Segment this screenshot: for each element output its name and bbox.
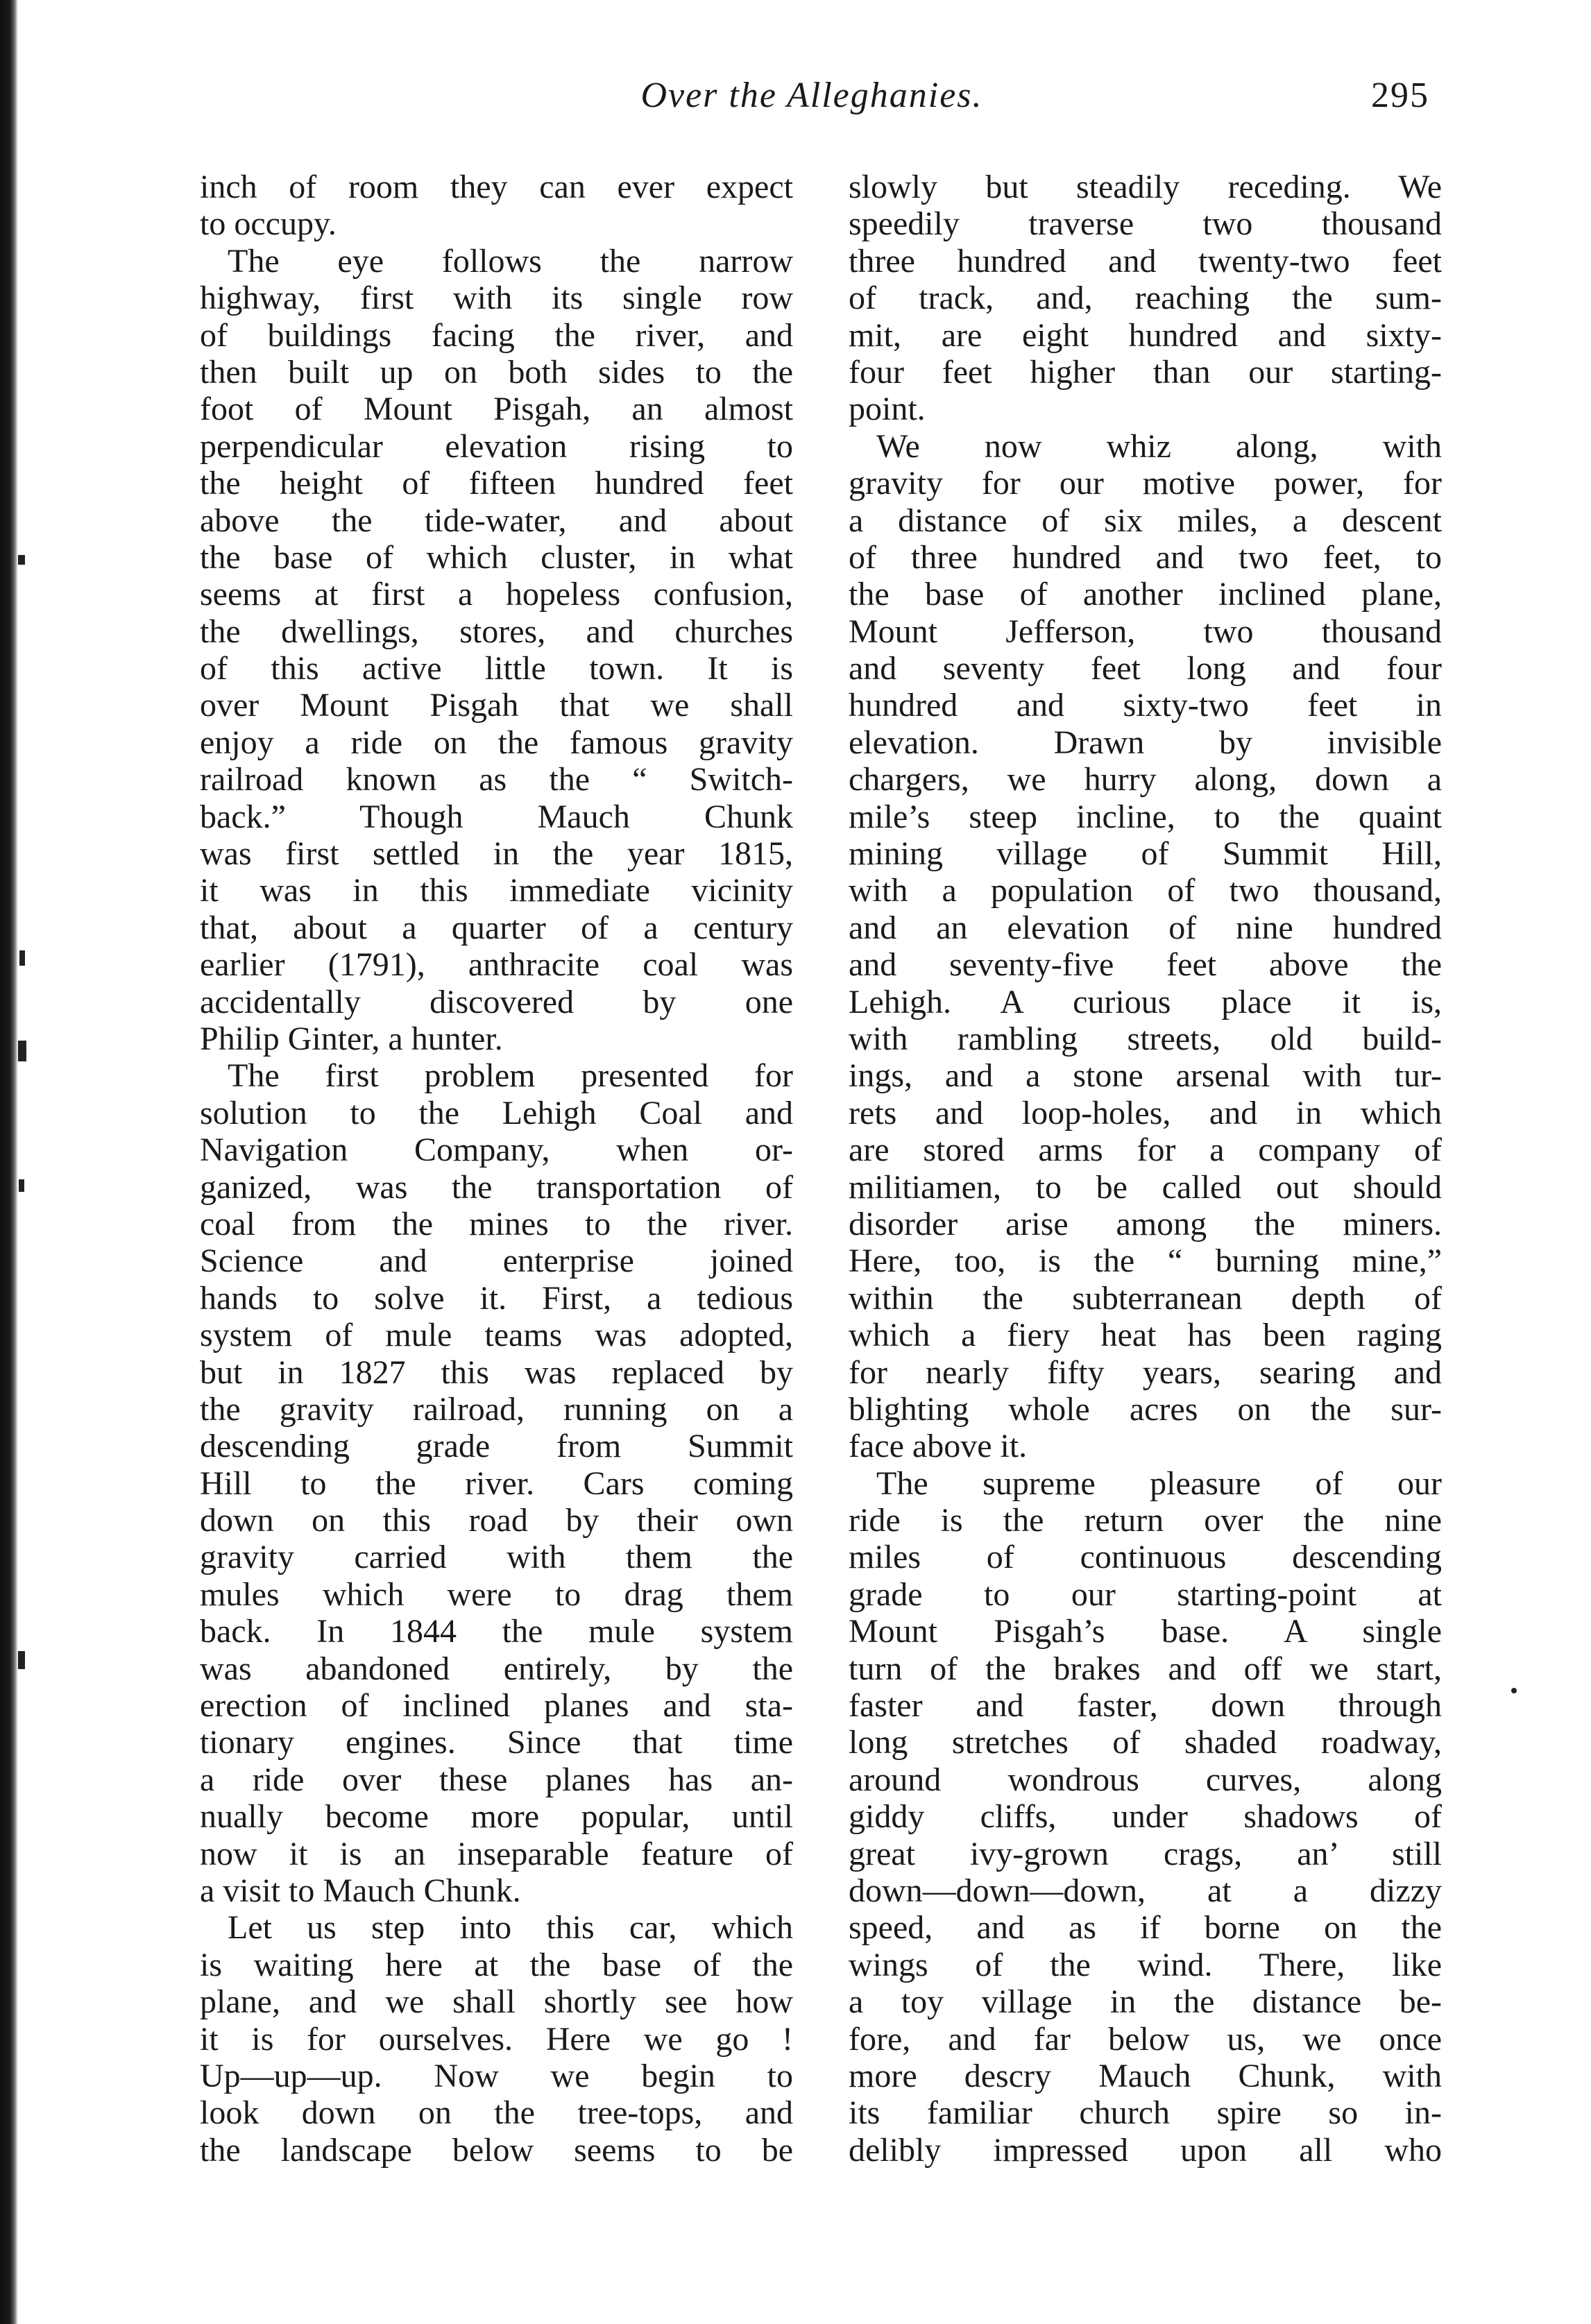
text-line: inch of room they can ever expect — [200, 169, 793, 205]
text-line: nually become more popular, until — [200, 1798, 793, 1836]
binding-speck — [19, 950, 25, 966]
text-line: earlier (1791), anthracite coal was — [200, 946, 793, 984]
text-line: that, about a quarter of a century — [200, 909, 793, 946]
text-line: which a fiery heat has been raging — [849, 1317, 1442, 1354]
text-line: ings, and a stone arsenal with tur- — [849, 1057, 1442, 1095]
running-title: Over the Alleghanies. — [640, 76, 983, 115]
text-line: was abandoned entirely, by the — [200, 1650, 793, 1687]
text-line: of three hundred and two feet, to — [849, 538, 1442, 576]
right-text-column — [849, 169, 1442, 2169]
text-line: faster and faster, down through — [849, 1687, 1442, 1725]
text-line: slowly but steadily receding. We — [849, 169, 1442, 205]
text-line: fore, and far below us, we once — [849, 2020, 1442, 2058]
text-line: elevation. Drawn by invisible — [849, 724, 1442, 761]
text-line: it was in this immediate vicinity — [200, 872, 793, 909]
text-line: down—down—down, at a dizzy — [849, 1872, 1442, 1909]
text-line: it is for ourselves. Here we go ! — [200, 2020, 793, 2058]
text-line: back.” Though Mauch Chunk — [200, 798, 793, 835]
text-line: hundred and sixty-two feet in — [849, 687, 1442, 724]
text-line: speed, and as if borne on the — [849, 1909, 1442, 1947]
text-line: militiamen, to be called out should — [849, 1168, 1442, 1206]
text-line: for nearly fifty years, searing and — [849, 1353, 1442, 1391]
text-line: gravity carried with them the — [200, 1539, 793, 1576]
text-line: within the subterranean depth of — [849, 1279, 1442, 1317]
text-line: ride is the return over the nine — [849, 1502, 1442, 1539]
text-line: Science and enterprise joined — [200, 1242, 793, 1280]
text-line: above the tide-water, and about — [200, 502, 793, 539]
text-line: and seventy-five feet above the — [849, 946, 1442, 984]
text-line: and seventy feet long and four — [849, 650, 1442, 687]
text-line: back. In 1844 the mule system — [200, 1613, 793, 1650]
text-line: system of mule teams was adopted, — [200, 1317, 793, 1354]
text-line: the height of fifteen hundred feet — [200, 465, 793, 502]
text-line: a distance of six miles, a descent — [849, 502, 1442, 539]
text-line: of buildings facing the river, and — [200, 316, 793, 354]
text-line: wings of the wind. There, like — [849, 1946, 1442, 1983]
text-line: railroad known as the “ Switch- — [200, 761, 793, 798]
text-line: Mount Pisgah’s base. A single — [849, 1613, 1442, 1650]
text-line: The supreme pleasure of our — [876, 1464, 1442, 1502]
page-header — [180, 75, 1429, 130]
page-binding-edge — [0, 0, 18, 2324]
text-line: accidentally discovered by one — [200, 983, 793, 1020]
text-line: seems at first a hopeless confusion, — [200, 576, 793, 613]
text-line: Philip Ginter, a hunter. — [200, 1020, 503, 1057]
text-line: miles of continuous descending — [849, 1539, 1442, 1576]
text-line: long stretches of shaded roadway, — [849, 1724, 1442, 1761]
text-line: point. — [849, 391, 926, 428]
text-line: mile’s steep incline, to the quaint — [849, 798, 1442, 835]
text-line: foot of Mount Pisgah, an almost — [200, 391, 793, 428]
text-line: erection of inclined planes and sta- — [200, 1687, 793, 1725]
text-line: look down on the tree-tops, and — [200, 2094, 793, 2132]
text-line: of this active little town. It is — [200, 650, 793, 687]
page-number: 295 — [1371, 76, 1429, 115]
text-line: a visit to Mauch Chunk. — [200, 1872, 521, 1909]
text-line: are stored arms for a company of — [849, 1131, 1442, 1169]
text-line: chargers, we hurry along, down a — [849, 761, 1442, 798]
left-text-column — [200, 169, 793, 2169]
text-line: highway, first with its single row — [200, 280, 793, 317]
binding-speck — [19, 1179, 24, 1192]
text-line: delibly impressed upon all who — [849, 2131, 1442, 2169]
text-line: mit, are eight hundred and sixty- — [849, 316, 1442, 354]
text-line: is waiting here at the base of the — [200, 1946, 793, 1983]
text-line: disorder arise among the miners. — [849, 1205, 1442, 1242]
text-line: and an elevation of nine hundred — [849, 909, 1442, 946]
text-line: plane, and we shall shortly see how — [200, 1983, 793, 2021]
text-line: to occupy. — [200, 205, 337, 243]
text-line: the base of another inclined plane, — [849, 576, 1442, 613]
text-line: the landscape below seems to be — [200, 2131, 793, 2169]
text-line: Hill to the river. Cars coming — [200, 1464, 793, 1502]
text-line: over Mount Pisgah that we shall — [200, 687, 793, 724]
text-line: descending grade from Summit — [200, 1428, 793, 1465]
text-line: face above it. — [849, 1428, 1028, 1465]
text-line: solution to the Lehigh Coal and — [200, 1094, 793, 1131]
text-line: coal from the mines to the river. — [200, 1205, 793, 1242]
text-line: now it is an inseparable feature of — [200, 1835, 793, 1872]
text-line: around wondrous curves, along — [849, 1761, 1442, 1798]
text-line: gravity for our motive power, for — [849, 465, 1442, 502]
text-line: Navigation Company, when or- — [200, 1131, 793, 1169]
text-line: of track, and, reaching the sum- — [849, 280, 1442, 317]
text-line: more descry Mauch Chunk, with — [849, 2057, 1442, 2094]
text-line: but in 1827 this was replaced by — [200, 1353, 793, 1391]
text-line: its familiar church spire so in- — [849, 2094, 1442, 2132]
text-line: mining village of Summit Hill, — [849, 835, 1442, 873]
text-line: Let us step into this car, which — [228, 1909, 793, 1947]
text-line: The first problem presented for — [228, 1057, 793, 1095]
text-line: was first settled in the year 1815, — [200, 835, 793, 873]
text-line: the dwellings, stores, and churches — [200, 613, 793, 650]
text-line: down on this road by their own — [200, 1502, 793, 1539]
text-line: three hundred and twenty-two feet — [849, 242, 1442, 280]
text-line: speedily traverse two thousand — [849, 205, 1442, 243]
binding-speck — [18, 1651, 25, 1669]
text-line: hands to solve it. First, a tedious — [200, 1279, 793, 1317]
text-line: then built up on both sides to the — [200, 353, 793, 391]
binding-speck — [18, 1041, 26, 1061]
text-line: We now whiz along, with — [876, 427, 1442, 465]
stray-ink-dot — [1511, 1688, 1517, 1693]
text-line: ganized, was the transportation of — [200, 1168, 793, 1206]
text-line: the gravity railroad, running on a — [200, 1390, 793, 1428]
text-line: great ivy-grown crags, an’ still — [849, 1835, 1442, 1872]
text-line: grade to our starting-point at — [849, 1575, 1442, 1613]
text-line: enjoy a ride on the famous gravity — [200, 724, 793, 761]
text-line: Mount Jefferson, two thousand — [849, 613, 1442, 650]
text-line: with a population of two thousand, — [849, 872, 1442, 909]
text-line: four feet higher than our starting- — [849, 353, 1442, 391]
text-line: the base of which cluster, in what — [200, 538, 793, 576]
text-line: mules which were to drag them — [200, 1575, 793, 1613]
text-line: with rambling streets, old build- — [849, 1020, 1442, 1057]
text-line: rets and loop-holes, and in which — [849, 1094, 1442, 1131]
text-line: Lehigh. A curious place it is, — [849, 983, 1442, 1020]
text-line: perpendicular elevation rising to — [200, 427, 793, 465]
text-line: The eye follows the narrow — [228, 242, 793, 280]
text-line: a ride over these planes has an- — [200, 1761, 793, 1798]
text-line: blighting whole acres on the sur- — [849, 1390, 1442, 1428]
text-line: turn of the brakes and off we start, — [849, 1650, 1442, 1687]
text-line: a toy village in the distance be- — [849, 1983, 1442, 2021]
text-line: Up—up—up. Now we begin to — [200, 2057, 793, 2094]
text-line: tionary engines. Since that time — [200, 1724, 793, 1761]
text-line: giddy cliffs, under shadows of — [849, 1798, 1442, 1836]
text-line: Here, too, is the “ burning mine,” — [849, 1242, 1442, 1280]
binding-speck — [18, 555, 25, 565]
